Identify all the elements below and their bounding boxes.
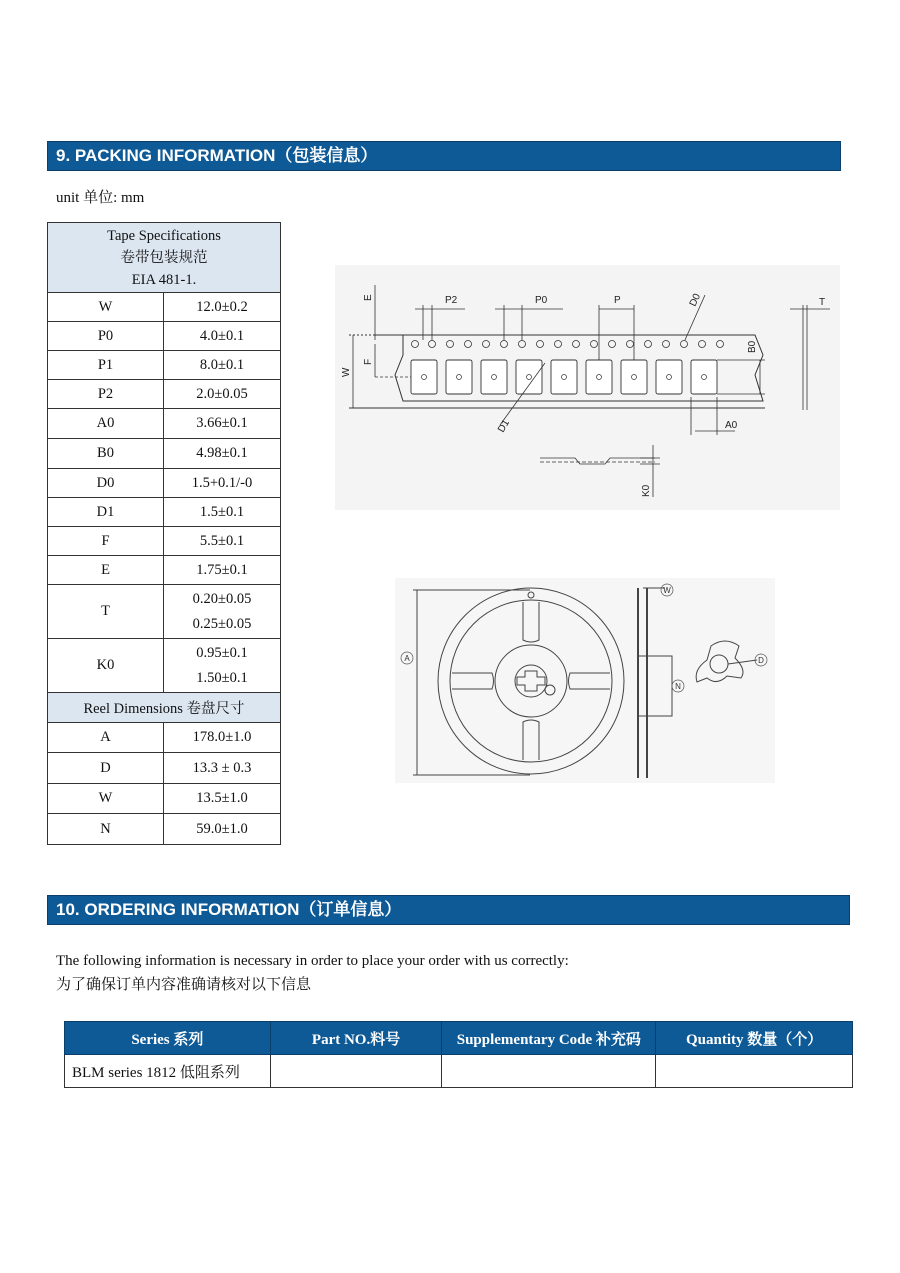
component-pocket	[446, 360, 472, 394]
tape-spec-header	[48, 223, 281, 293]
param-value: 4.98±0.1	[164, 439, 281, 469]
param-key: P0	[48, 322, 164, 351]
param-value: 3.66±0.1	[164, 409, 281, 439]
param-key: N	[48, 814, 164, 845]
param-key: P2	[48, 380, 164, 409]
label-p: P	[614, 295, 621, 306]
component-pocket	[621, 360, 647, 394]
param-key: B0	[48, 439, 164, 469]
label-p2: P2	[445, 295, 458, 306]
reel-header-row	[48, 693, 281, 723]
label-w: W	[341, 367, 352, 377]
quantity-cell	[656, 1055, 853, 1088]
part-no-cell	[270, 1055, 442, 1088]
reel-dimensions-header: Reel Dimensions 卷盘尺寸	[48, 693, 281, 723]
param-value: 13.3 ± 0.3	[164, 753, 281, 784]
table-row	[48, 439, 281, 469]
table-row	[48, 753, 281, 784]
tape-spec-standard: EIA 481-1.	[131, 272, 197, 288]
order-intro-en: The following information is necessary in order to place your order with us correctly:	[56, 953, 569, 969]
series-cell: BLM series 1812 低阻系列	[65, 1055, 271, 1088]
param-value: 59.0±1.0	[164, 814, 281, 845]
param-key: W	[48, 784, 164, 814]
table-row	[48, 585, 281, 639]
order-intro-cn: 为了确保订单内容准确请核对以下信息	[56, 977, 312, 993]
label-b0: B0	[747, 340, 758, 353]
param-value: 1.5+0.1/-0	[164, 469, 281, 498]
label-f: F	[363, 358, 374, 365]
unit-label: unit 单位: mm	[56, 190, 145, 206]
table-row	[48, 784, 281, 814]
param-value: 1.5±0.1	[164, 498, 281, 527]
table-row	[48, 556, 281, 585]
param-key: A0	[48, 409, 164, 439]
label-d0: D0	[687, 292, 704, 309]
param-key: P1	[48, 351, 164, 380]
param-value-line: 0.20±0.05	[192, 590, 252, 607]
table-row	[48, 527, 281, 556]
section-9-header	[47, 141, 841, 171]
param-value: 178.0±1.0	[164, 723, 281, 753]
table-row	[48, 380, 281, 409]
component-pocket	[481, 360, 507, 394]
table-row	[48, 723, 281, 753]
column-header-part-no: Part NO.料号	[270, 1022, 442, 1055]
table-row	[48, 639, 281, 693]
section-10-title: 10. ORDERING INFORMATION（订单信息）	[56, 900, 402, 919]
column-header-supplementary-code: Supplementary Code 补充码	[442, 1022, 656, 1055]
section-9-title: 9. PACKING INFORMATION（包装信息）	[56, 146, 378, 165]
label-k0: K0	[641, 484, 652, 497]
component-pocket	[516, 360, 542, 394]
param-key: E	[48, 556, 164, 585]
table-row	[48, 322, 281, 351]
param-key: T	[48, 585, 164, 639]
component-pocket	[691, 360, 717, 394]
table-row	[48, 409, 281, 439]
param-key: K0	[48, 639, 164, 693]
drawing-background	[395, 578, 775, 783]
label-w: W	[663, 586, 671, 595]
carrier-tape-drawing	[335, 265, 840, 510]
component-pocket	[411, 360, 437, 394]
param-value: 8.0±0.1	[164, 351, 281, 380]
table-row	[48, 469, 281, 498]
table-row	[48, 351, 281, 380]
param-value-line: 0.95±0.1	[196, 644, 248, 661]
param-value: 4.0±0.1	[164, 322, 281, 351]
column-header-quantity: Quantity 数量（个）	[656, 1022, 853, 1055]
ordering-table	[64, 1021, 853, 1088]
table-row	[48, 293, 281, 322]
param-key: D1	[48, 498, 164, 527]
tape-spec-title-cn: 卷带包装规范	[120, 250, 208, 266]
param-value-line: 1.50±0.1	[196, 669, 248, 686]
param-key: A	[48, 723, 164, 753]
section-10-header	[47, 895, 850, 925]
ordering-table-header	[65, 1022, 853, 1055]
label-a: A	[404, 654, 410, 663]
param-value: 5.5±0.1	[164, 527, 281, 556]
param-key: D0	[48, 469, 164, 498]
label-t: T	[819, 297, 826, 308]
reel-drawing	[395, 578, 775, 783]
param-key: D	[48, 753, 164, 784]
tape-spec-title: Tape Specifications	[107, 228, 221, 244]
tape-spec-header-row	[48, 223, 281, 293]
tape-spec-table	[47, 222, 281, 845]
component-pockets	[411, 360, 717, 394]
label-p0: P0	[535, 295, 548, 306]
param-value	[164, 585, 281, 639]
param-key: W	[48, 293, 164, 322]
label-d1: D1	[496, 417, 512, 435]
param-value-line: 0.25±0.05	[192, 615, 252, 632]
component-pocket	[656, 360, 682, 394]
label-a0: A0	[725, 420, 738, 431]
table-row	[48, 814, 281, 845]
param-value	[164, 639, 281, 693]
column-header-series: Series 系列	[65, 1022, 271, 1055]
table-row	[65, 1055, 853, 1088]
table-row	[48, 498, 281, 527]
component-pocket	[551, 360, 577, 394]
supplementary-code-cell	[442, 1055, 656, 1088]
param-key: F	[48, 527, 164, 556]
component-pocket	[586, 360, 612, 394]
label-d: D	[758, 656, 764, 665]
param-value: 1.75±0.1	[164, 556, 281, 585]
label-n: N	[675, 682, 681, 691]
param-value: 12.0±0.2	[164, 293, 281, 322]
param-value: 2.0±0.05	[164, 380, 281, 409]
param-value: 13.5±1.0	[164, 784, 281, 814]
label-e: E	[363, 294, 374, 301]
